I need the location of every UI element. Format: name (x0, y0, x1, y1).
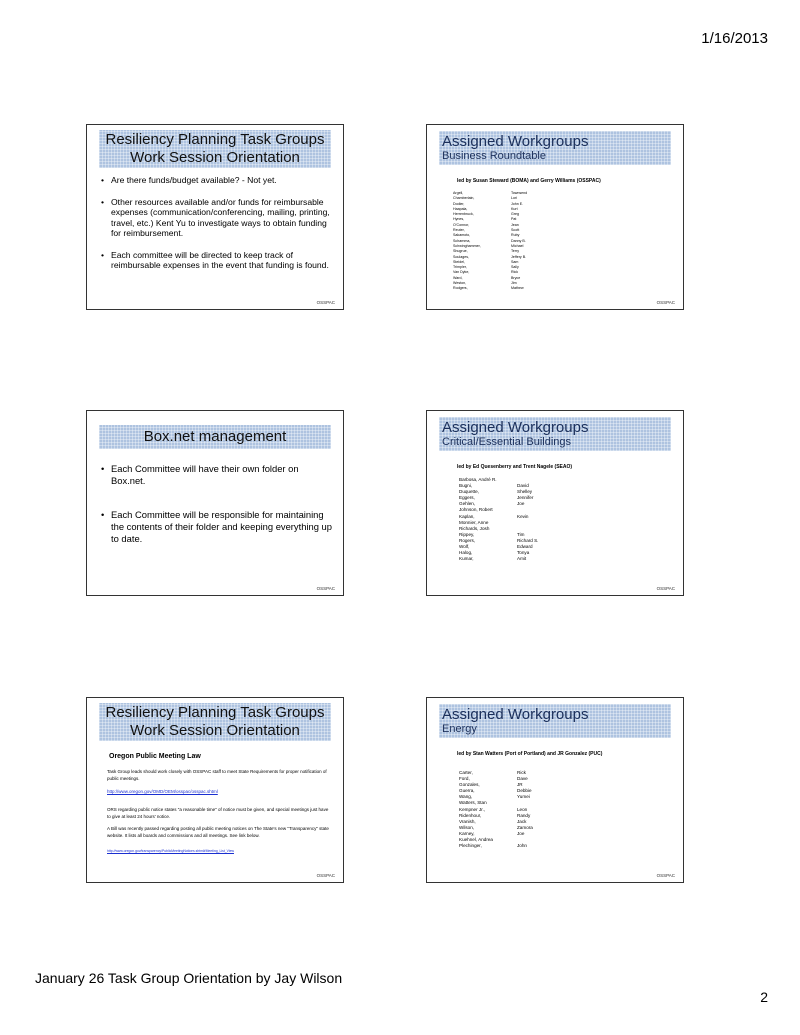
bullet-list (101, 463, 335, 567)
member-surname: Kempner Jr., (459, 806, 486, 812)
bullet-list (101, 175, 335, 282)
member-surname: Karney, (459, 830, 475, 836)
slide-footer: OSSPAC (316, 873, 335, 878)
slide-footer: OSSPAC (656, 300, 675, 305)
paragraph: A Bill was recently passed regarding posting all public meeting notices on The State's new "Transparency" state website. It lists all boards and commissions and all meetings. See link below. (107, 826, 329, 838)
member-given-name: John (517, 843, 527, 849)
member-given-name: Pat (511, 217, 517, 222)
member-given-name: Randy (517, 812, 531, 818)
section-heading: Oregon Public Meeting Law (109, 753, 201, 760)
member-surname: Wolf, (459, 544, 470, 550)
slide-task-groups-funding (86, 124, 344, 310)
slide-title: Assigned Workgroups (442, 419, 589, 436)
member-given-name: Edward (517, 544, 533, 550)
member-surname: Duquette, (459, 489, 479, 495)
member-surname: Kumar, (459, 556, 474, 562)
member-surname: Ridenhour, (459, 812, 482, 818)
member-surname: Carter, (459, 770, 473, 775)
slide-title: Box.net management (99, 425, 331, 449)
member-given-name: Jeffery B. (511, 254, 527, 259)
member-surname: Wilson, (459, 824, 475, 830)
member-given-name: Greg (511, 212, 519, 217)
member-surname: Rodgers, (453, 286, 468, 291)
member-given-name: Tim (517, 531, 525, 537)
member-surname: Soulages, (453, 254, 469, 259)
member-surname: Rippey, (459, 531, 475, 537)
member-surname: Barbosa, André R. (459, 477, 497, 482)
slide-energy (426, 697, 684, 883)
member-surname: Chamberlain, (453, 196, 475, 201)
bullet-item: • Are there funds/budget available? - Not yet. (101, 175, 335, 186)
member-surname: Wang, (459, 794, 473, 800)
member-surname: Eggers, (459, 495, 475, 501)
slide-title-box (439, 417, 671, 451)
member-given-name: Richard S. (517, 537, 539, 543)
member-given-name: Jennifer (517, 495, 534, 501)
member-given-name: Jean (511, 222, 519, 227)
member-surname: Kuehnel, Andrea (459, 837, 493, 843)
led-by: led by Ed Quesenberry and Trent Nagele (SEAO) (457, 464, 573, 470)
slide-critical-buildings (426, 410, 684, 596)
member-given-name: Rick (511, 270, 518, 275)
slide-business-roundtable (426, 124, 684, 310)
member-given-name: David (517, 483, 529, 489)
page-number: 2 (760, 989, 768, 1005)
slide-footer: OSSPAC (656, 586, 675, 591)
member-surname: Dodier, (453, 201, 465, 206)
bullet-item: • Each Committee will be responsible for maintaining the contents of their folder and keeping everything up to date. (101, 509, 335, 545)
led-by: led by Susan Steward (BOMA) and Gerry Williams (OSSPAC) (457, 178, 601, 184)
page-footer-text: January 26 Task Group Orientation by Jay Wilson (35, 970, 343, 986)
member-surname: Hynes, (453, 217, 465, 222)
member-given-name: Kevin (517, 513, 529, 519)
member-surname: Trimpler, (453, 265, 467, 270)
slide-footer: OSSPAC (316, 300, 335, 305)
member-surname: Vranish, (459, 818, 476, 824)
member-given-name: Debbie (517, 788, 532, 794)
member-surname: Richards, Josh (459, 525, 490, 531)
member-list (459, 770, 577, 849)
member-given-name: Sam (511, 259, 519, 264)
member-surname: Shugrue, (453, 249, 468, 254)
member-given-name: Lori (511, 196, 517, 201)
osspac-link[interactable]: http://www.oregon.gov/OMD/OEM/osspac/osspac.shtml (107, 789, 218, 794)
slide-title-box (439, 131, 671, 165)
slide-title: Resiliency Planning Task Groups Work Session Orientation (99, 130, 331, 168)
member-given-name: Mathew (511, 286, 524, 291)
member-given-name: Kurt (511, 206, 518, 211)
member-given-name: Shelley (517, 489, 533, 495)
member-given-name: Sally (511, 265, 519, 270)
member-given-name: John E. (511, 201, 524, 206)
member-given-name: Scott (511, 228, 520, 233)
member-surname: Guerra, (459, 788, 475, 794)
member-surname: O'Connor, (453, 222, 470, 227)
member-given-name: Terry (511, 249, 519, 254)
slide-subtitle: Critical/Essential Buildings (442, 436, 571, 448)
member-surname: Plechinger, (459, 843, 482, 849)
member-surname: Herrenbruck, (453, 212, 474, 217)
member-list (453, 191, 571, 292)
member-given-name: Jim (511, 281, 517, 286)
member-list (459, 477, 577, 562)
member-surname: Monnier, Anne (459, 519, 489, 525)
member-given-name: Leon (517, 806, 528, 812)
slide-public-meeting-law (86, 697, 344, 883)
member-surname: Halog, (459, 550, 473, 556)
member-given-name: Rick (517, 770, 526, 775)
slide-footer: OSSPAC (316, 586, 335, 591)
member-given-name: Amit (517, 556, 527, 562)
member-surname: Ward, (453, 275, 463, 280)
bullet-item: • Each Committee will have their own folder on Box.net. (101, 463, 335, 487)
member-surname: Van Dyke, (453, 270, 470, 275)
paragraph: Task Group leads should work closely with OSSPAC staff to meet State Requirements for proper notification of public meetings. (107, 769, 327, 781)
member-surname: Bugni, (459, 483, 473, 489)
member-given-name: Jack (517, 818, 527, 824)
slide-box-net (86, 410, 344, 596)
member-surname: Watters, Stan (459, 800, 487, 806)
member-given-name: Ruby (511, 233, 520, 238)
slide-title: Assigned Workgroups (442, 706, 589, 723)
member-given-name: Tonya (517, 550, 530, 556)
member-surname: Haapala, (453, 206, 468, 211)
bullet-item: • Other resources available and/or funds for reimbursable expenses (communication/conferencing, mailing, printing, travel, etc.) Kent Yu to investigate ways to obtain funding for reimbursement. (101, 197, 335, 239)
led-by: led by Stan Watters (Port of Portland) and JR Gonzalez (PUC) (457, 751, 603, 757)
page-date: 1/16/2013 (701, 30, 768, 47)
slide-title: Resiliency Planning Task Groups Work Session Orientation (99, 703, 331, 741)
member-surname: Scharnma, (453, 238, 471, 243)
transparency-link[interactable]: http://www.oregon.gov/transparency/PublicMeetingNotices.shtml#Meeting_List_View (107, 849, 234, 853)
member-given-name: Zamora (517, 824, 533, 830)
member-given-name: Danny B. (511, 238, 526, 243)
member-given-name: JR (517, 782, 523, 788)
member-surname: Rogers, (459, 537, 476, 543)
slide-title-box (439, 704, 671, 738)
member-given-name: Michael (511, 243, 524, 248)
member-surname: Ford, (459, 776, 470, 782)
member-surname: Gonzales, (459, 782, 480, 788)
member-given-name: Dave (517, 776, 528, 782)
paragraph: ORS regarding public notice states "a reasonable time" of notice must be given, and special meetings just have to give at least 24 hours' notice. (107, 807, 329, 819)
member-surname: Johnson, Robert (459, 507, 493, 513)
member-surname: Reuter, (453, 228, 465, 233)
member-surname: Steidel, (453, 259, 465, 264)
slide-title: Assigned Workgroups (442, 133, 589, 150)
member-given-name: Townsend (511, 191, 528, 195)
slide-subtitle: Energy (442, 723, 477, 735)
member-surname: Argell, (453, 191, 464, 195)
member-given-name: Joe (517, 830, 525, 836)
member-surname: Sakamoto, (453, 233, 471, 238)
member-surname: Weston, (453, 281, 467, 286)
bullet-item: • Each committee will be directed to keep track of reimbursable expenses in the event that funding is found. (101, 250, 335, 271)
slide-footer: OSSPAC (656, 873, 675, 878)
member-surname: Gehlen, (459, 501, 476, 507)
member-surname: Kaplan, (459, 513, 475, 519)
member-surname: Schwinghammer, (453, 243, 481, 248)
member-given-name: Yumei (517, 794, 530, 800)
member-given-name: Bryce (511, 275, 521, 280)
slide-subtitle: Business Roundtable (442, 150, 546, 162)
member-given-name: Joe (517, 501, 525, 507)
